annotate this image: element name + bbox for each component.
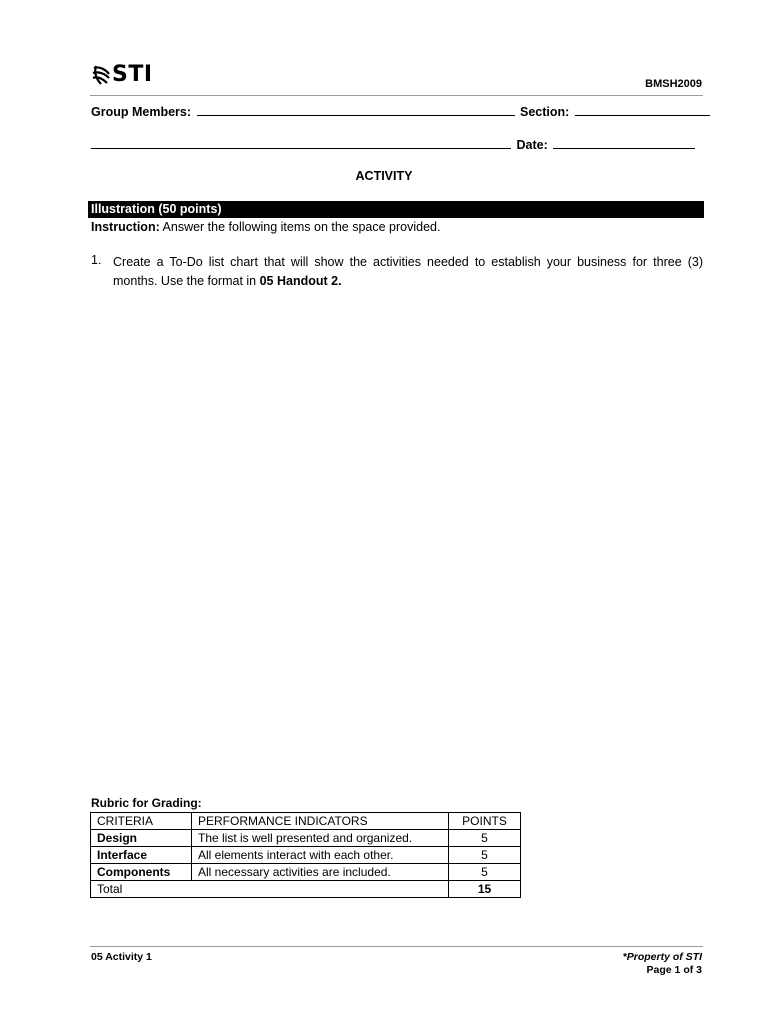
rubric-title: Rubric for Grading: xyxy=(91,796,202,810)
indicator-cell: The list is well presented and organized. xyxy=(192,830,449,847)
item-number: 1. xyxy=(91,253,102,267)
item-text xyxy=(113,253,703,291)
points-cell: 5 xyxy=(449,830,521,847)
group-members-blank-2[interactable] xyxy=(91,137,511,149)
item-reference: 05 Handout 2. xyxy=(259,274,342,288)
criteria-cell: Components xyxy=(91,864,192,881)
criteria-cell: Interface xyxy=(91,847,192,864)
section-label: Section: xyxy=(519,105,570,119)
section-blank[interactable] xyxy=(575,104,710,116)
rubric-row xyxy=(91,830,521,847)
sti-globe-icon xyxy=(91,64,111,86)
rubric-row xyxy=(91,847,521,864)
indicator-cell: All necessary activities are included. xyxy=(192,864,449,881)
page-number: Page 1 of 3 xyxy=(646,964,702,976)
total-label: Total xyxy=(91,881,449,898)
instruction xyxy=(91,220,440,234)
item-body: Create a To-Do list chart that will show the activities needed to establish your business for three (3) months. Use the format in xyxy=(113,255,703,288)
header-points: POINTS xyxy=(449,813,521,830)
points-cell: 5 xyxy=(449,847,521,864)
rubric-total-row xyxy=(91,881,521,898)
document-code: BMSH2009 xyxy=(645,78,702,90)
date-blank[interactable] xyxy=(553,137,695,149)
activity-title: ACTIVITY xyxy=(355,169,413,183)
group-members-blank[interactable] xyxy=(197,104,515,116)
points-cell: 5 xyxy=(449,864,521,881)
indicator-cell: All elements interact with each other. xyxy=(192,847,449,864)
footer-doc-label: 05 Activity 1 xyxy=(91,951,152,963)
group-members-label: Group Members: xyxy=(91,105,192,119)
criteria-cell: Design xyxy=(91,830,192,847)
header-divider xyxy=(90,95,703,96)
property-notice: *Property of STI xyxy=(622,951,702,963)
rubric-header-row xyxy=(91,813,521,830)
group-members-line xyxy=(91,104,712,119)
rubric-table xyxy=(90,812,521,898)
header-performance-indicators: PERFORMANCE INDICATORS xyxy=(192,813,449,830)
rubric-row xyxy=(91,864,521,881)
instruction-label: Instruction: xyxy=(91,220,160,234)
date-line xyxy=(91,137,697,152)
footer-divider xyxy=(90,946,703,947)
logo-text: STI xyxy=(112,62,153,87)
section-heading: Illustration (50 points) xyxy=(88,201,704,218)
total-points: 15 xyxy=(449,881,521,898)
date-label: Date: xyxy=(516,138,548,152)
instruction-text: Answer the following items on the space provided. xyxy=(159,220,441,234)
footer-right xyxy=(623,951,702,977)
sti-logo xyxy=(91,62,153,88)
header-criteria: CRITERIA xyxy=(91,813,192,830)
